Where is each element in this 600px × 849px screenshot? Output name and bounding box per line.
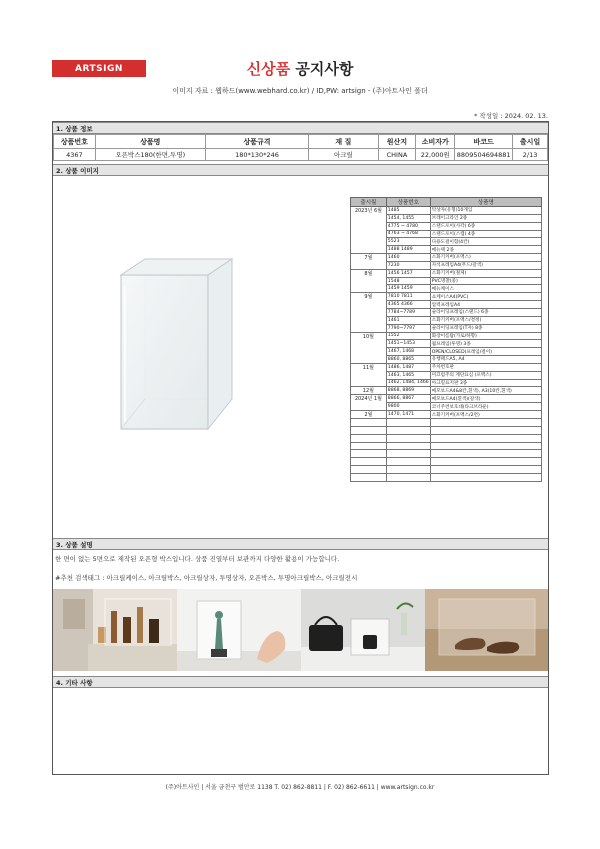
company-footer: (주)아트사인 | 서울 금천구 범안로 1138 T. 02) 862-8811 | F. 02) 862-6611 | www.artsign.co.kr [165,784,435,791]
product-value-cell: 4367 [54,149,96,161]
history-row [351,466,542,474]
history-code-cell: 7230 [386,261,430,269]
history-code-cell: 1463, 1465 [386,371,430,379]
history-code-cell [386,450,430,458]
product-header-cell: 바코드 [455,135,513,149]
history-code-cell: 7810 7811 [386,293,430,301]
history-month-cell [351,474,387,482]
history-row [351,426,542,434]
history-code-cell: 8866, 8867 [386,395,430,403]
notice-frame [52,121,549,775]
history-row [351,434,542,442]
history-row [351,269,542,277]
product-value-cell: 8809504694881 [455,149,513,161]
created-date: * 작성일 : 2024. 02. 13. [474,112,548,120]
history-month-cell [351,426,387,434]
title-highlight: 신상품 [246,60,291,78]
history-name-cell: 메모보드A4&8칸,흰색), A3(10칸,흰색) [430,387,541,395]
history-row [351,458,542,466]
history-month-cell: 10월 [351,332,387,363]
history-row [351,387,542,395]
history-month-cell [351,450,387,458]
section-description-header: 3. 상품 설명 [53,538,548,550]
photo-shoes-display [425,589,548,671]
product-value-cell: 아크릴 [309,149,378,161]
history-name-cell: 코너주련보호대(타크브라운) [430,403,541,411]
history-row [351,395,542,403]
history-code-cell: 4763 ~ 4768 [386,230,430,238]
history-name-cell: 다용도걸이함(4칸) [430,238,541,246]
history-code-cell: 8860, 8865 [386,356,430,364]
history-month-cell: 11월 [351,363,387,387]
history-month-cell: 2023년 6월 [351,207,387,254]
history-name-cell: 압력프레임A4 [430,301,541,309]
history-code-cell: 7790~7797 [386,324,430,332]
history-month-cell: 8월 [351,269,387,293]
history-code-cell: 1461 [386,316,430,324]
page-title [0,58,600,79]
history-code-cell: 1552 [386,332,430,340]
history-name-cell: 메뉴케이스 [430,285,541,293]
history-code-cell [386,466,430,474]
product-value-cell: 180*130*246 [205,149,308,161]
history-month-cell: 9월 [351,293,387,332]
history-code-cell: 1470, 1471 [386,411,430,419]
photo-statue-display [177,589,301,671]
history-name-cell: 월프레임(투명) 3종 [430,340,541,348]
history-code-cell: 1454, 1455 [386,214,430,222]
history-code-cell: 1460 [386,254,430,262]
product-info-table [53,134,548,161]
history-name-cell [430,474,541,482]
product-value-row [54,149,548,161]
history-name-cell [430,450,541,458]
product-header-cell: 소비자가 [416,135,455,149]
product-header-cell: 원산지 [378,135,416,149]
history-month-cell [351,434,387,442]
history-name-cell: 소화기커버(포맥스) [430,254,541,262]
history-header-cell: 상품번호 [386,198,430,207]
history-month-cell: 2월 [351,411,387,419]
history-name-cell: 소화기커버(포맥스/결정) [430,316,541,324]
history-code-cell [386,474,430,482]
product-value-cell: CHINA [378,149,416,161]
artsign-logo: ARTSIGN [52,60,146,77]
history-code-cell: 8868, 8869 [386,387,430,395]
history-code-cell: 1462, 1484, 1466 [387,380,429,386]
history-code-cell [386,442,430,450]
product-header-cell: 상품번호 [54,135,96,149]
history-code-cell: 4365 4366 [386,301,430,309]
history-name-cell: 스탠드포이(스캡) 4종 [430,230,541,238]
product-value-cell: 22,000원 [416,149,455,161]
history-name-cell: 메모보드A4(흰색)(갈색) [430,395,541,403]
history-name-cell [430,434,541,442]
image-source-note: 이미지 자료 : 웹하드(www.webhard.co.kr) / ID,PW: artsign - (주)아트사인 폴더 [172,87,428,95]
history-name-cell [430,426,541,434]
history-code-cell: 5523 [386,238,430,246]
history-row [351,450,542,458]
history-row [351,419,542,427]
history-row [351,293,542,301]
search-tags: #추천 검색태그 : 아크릴케이스, 아크릴박스, 아크릴상자, 투명상자, 오픈박스, 투명아크릴박스, 아크릴전시 [55,574,358,582]
history-month-cell [351,458,387,466]
usage-photos [53,589,548,671]
history-header-cell: 출시월 [351,198,387,207]
history-row [351,332,542,340]
history-name-cell: 슬라이딩프레임(스탠드) 6종 [430,308,541,316]
history-code-cell: 1488 1489 [386,246,430,254]
history-name-cell: 소화기커버(철제) [430,269,541,277]
section-etc-header: 4. 기타 사항 [53,676,548,688]
product-header-cell: 재 질 [309,135,378,149]
history-header-cell: 상품명 [430,198,541,207]
history-code-cell [386,434,430,442]
history-month-cell [351,419,387,427]
history-name-cell: 메뉴택 2종 [430,246,541,254]
history-name-cell [430,442,541,450]
history-row [351,363,542,371]
history-month-cell [351,442,387,450]
history-code-cell [386,419,430,427]
history-code-cell: 1486, 1487 [386,363,430,371]
history-month-cell [351,466,387,474]
history-code-cell: 1459 1459 [386,285,430,293]
history-code-cell: 7784~7789 [386,308,430,316]
product-value-cell: 오픈박스180(한면,투명) [95,149,205,161]
history-month-cell: 2024년 1월 [351,395,387,411]
product-value-cell: 2/13 [513,149,548,161]
product-header-cell: 상품규격 [205,135,308,149]
history-name-cell [430,466,541,474]
product-header-cell: 상품명 [95,135,205,149]
product-header-cell: 출시일 [513,135,548,149]
history-code-cell: 1485 [386,207,430,215]
history-code-cell [386,426,430,434]
product-header-row [54,135,548,149]
history-name-cell: 미끄럼주의 계단표심 (포맥스) [430,371,541,379]
history-name-cell: 주차번호판 [430,363,541,371]
photo-bag-display [301,589,425,671]
history-code-cell: 1467, 1468 [386,348,430,356]
history-month-cell: 7월 [351,254,387,270]
history-row [351,254,542,262]
history-name-cell: 아크릴표지판 3종 [430,379,541,387]
history-name-cell: 소화기커버(포맥스/2면) [430,411,541,419]
history-name-cell: 자석프레임A4(무드/갈색) [430,261,541,269]
history-row [351,411,542,419]
release-history-table [350,197,542,482]
history-header-row [351,198,542,207]
history-name-cell: 슬라이딩프레임(T자) 8종 [430,324,541,332]
product-description: 한 면이 없는 5면으로 제작된 오픈형 박스입니다. 상품 진열부터 보관까지 다양한 활용이 가능합니다. [55,555,340,563]
history-code-cell: 1548 [386,277,430,285]
history-month-cell: 12월 [351,387,387,395]
history-name-cell: 유행패드A5, A4 [430,356,541,364]
history-code-cell: 4775 ~ 4780 [386,222,430,230]
history-name-cell: PVC명찰(중) [430,277,541,285]
history-code-cell: 1451~1453 [386,340,430,348]
history-name-cell: 화장이름탐(가로/하향) [430,332,541,340]
title-rest: 공지사항 [290,60,354,78]
section-product-image-header: 2. 상품 이미지 [53,164,548,176]
history-code-cell: 1456 1457 [386,269,430,277]
section-product-info-header: 1. 상품 정보 [53,122,548,134]
history-name-cell: 스탠드포이(사각) 6종 [430,222,541,230]
history-code-cell [386,458,430,466]
history-name-cell: 쇼케이스A4(PVC) [430,293,541,301]
history-row [351,442,542,450]
history-code-cell: 9800 [386,403,430,411]
history-row [351,207,542,215]
history-name-cell [430,419,541,427]
history-name-cell [430,458,541,466]
history-name-cell: 탁상자(유형)10개입 [430,207,541,215]
history-name-cell: OPEN/CLOSED(프레임/걸이) [430,348,541,356]
photo-cosmetics-display [53,589,177,671]
history-row [351,474,542,482]
history-name-cell: 브레이크라인 2종 [430,214,541,222]
acrylic-open-box-image [119,257,234,432]
